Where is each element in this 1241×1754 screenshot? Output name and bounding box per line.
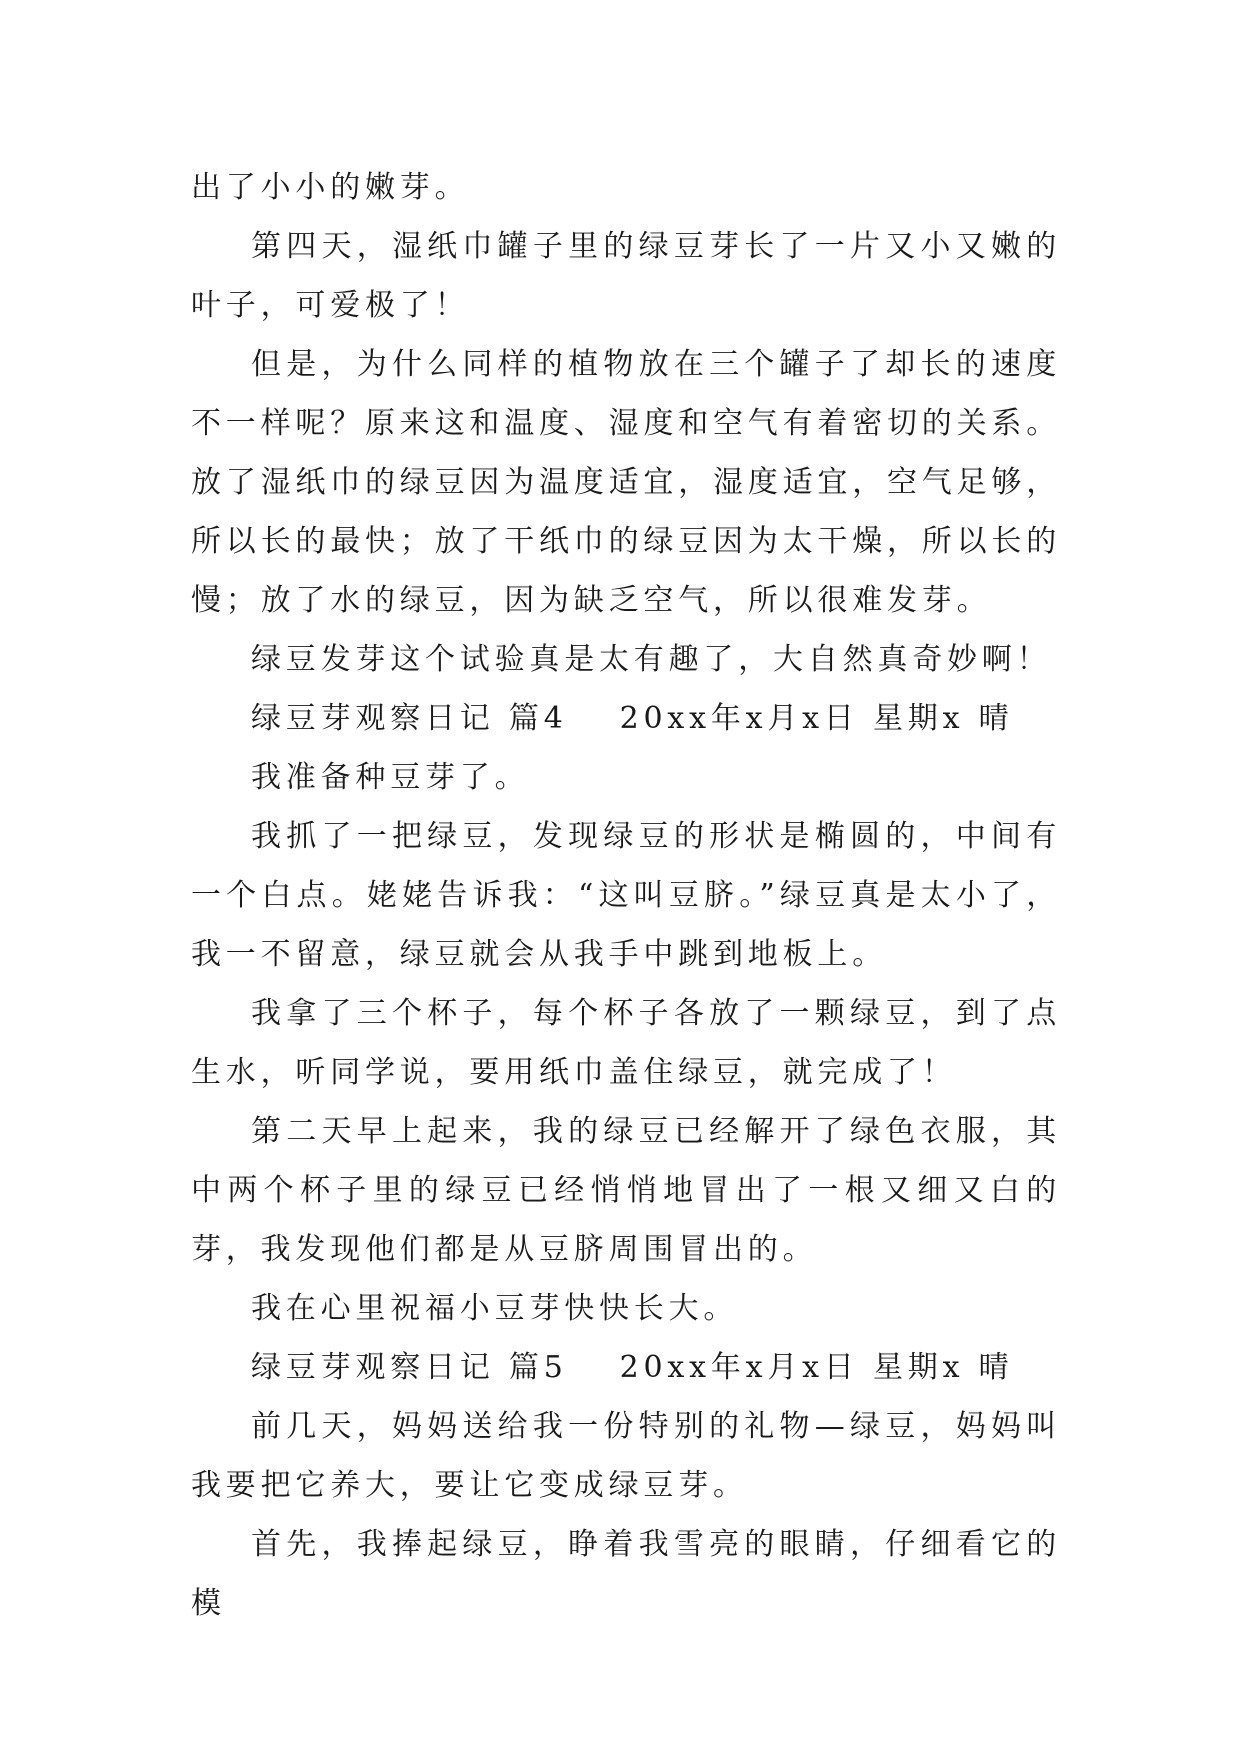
entry4-paragraph: 我拿了三个杯子，每个杯子各放了一颗绿豆，到了点生水，听同学说，要用纸巾盖住绿豆，就完成了！: [191, 996, 1061, 1090]
paragraph-day4: 第四天，湿纸巾罐子里的绿豆芽长了一片又小又嫩的叶子，可爱极了！: [191, 229, 1061, 323]
entry-title: 绿豆芽观察日记 篇4: [251, 701, 568, 736]
entry4-paragraph: 我在心里祝福小豆芽快快长大。: [251, 1291, 739, 1326]
entry-title: 绿豆芽观察日记 篇5: [251, 1350, 568, 1385]
entry5-paragraph: 首先，我捧起绿豆，睁着我雪亮的眼睛，仔细看它的模: [191, 1527, 1061, 1621]
entry-date: 20xx年x月x日 星期x 晴: [619, 701, 1014, 736]
paragraph-sprout-end: 出了小小的嫩芽。: [191, 170, 470, 205]
paragraph-why: 但是，为什么同样的植物放在三个罐子了却长的速度不一样呢？原来这和温度、湿度和空气有着密切的关系。放了湿纸巾的绿豆因为温度适宜，湿度适宜，空气足够，所以长的最快；放了干纸巾的绿豆因为太干燥，所以长的慢；放了水的绿豆，因为缺乏空气，所以很难发芽。: [191, 347, 1061, 618]
entry4-paragraph: 我抓了一把绿豆，发现绿豆的形状是椭圆的，中间有一个白点。姥姥告诉我：“这叫豆脐。”绿豆真是太小了，我一不留意，绿豆就会从我手中跳到地板上。: [191, 819, 1061, 972]
entry-header-4: [191, 689, 1061, 748]
entry4-paragraph: 我准备种豆芽了。: [251, 760, 530, 795]
paragraph-fun: 绿豆发芽这个试验真是太有趣了，大自然真奇妙啊！: [251, 642, 1052, 677]
entry-date: 20xx年x月x日 星期x 晴: [619, 1350, 1014, 1385]
entry5-paragraph: 前几天，妈妈送给我一份特别的礼物—绿豆，妈妈叫我要把它养大，要让它变成绿豆芽。: [191, 1409, 1061, 1503]
entry4-paragraph: 第二天早上起来，我的绿豆已经解开了绿色衣服，其中两个杯子里的绿豆已经悄悄地冒出了一根又细又白的芽，我发现他们都是从豆脐周围冒出的。: [191, 1114, 1061, 1267]
entry-header-5: [191, 1338, 1061, 1397]
document-body: [191, 158, 1061, 1633]
